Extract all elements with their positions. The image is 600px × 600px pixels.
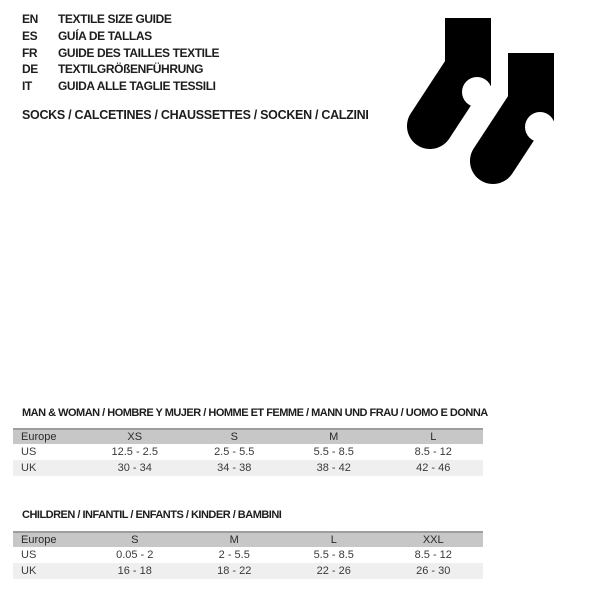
column-header-size: M — [185, 532, 285, 547]
table-row-uk — [13, 563, 483, 579]
size-value: 12.5 - 2.5 — [111, 446, 158, 458]
sock-heel-cutout — [525, 112, 555, 142]
language-row — [22, 28, 219, 45]
row-label: UK — [21, 462, 37, 474]
language-row — [22, 78, 219, 95]
column-header-size: L — [284, 532, 384, 547]
language-label: GUIDE DES TAILLES TEXTILE — [58, 45, 220, 60]
language-list — [22, 11, 219, 95]
language-code: DE — [22, 62, 38, 77]
column-header-size: M — [284, 429, 384, 444]
size-value: 18 - 22 — [217, 565, 252, 577]
size-value: 16 - 18 — [117, 565, 152, 577]
column-header-region: Europe — [13, 429, 85, 444]
size-value: 8.5 - 12 — [414, 446, 452, 458]
size-value: 5.5 - 8.5 — [313, 446, 354, 458]
row-label: UK — [21, 565, 37, 577]
language-code: EN — [22, 12, 38, 26]
size-value: 8.5 - 12 — [414, 549, 452, 561]
size-value: 34 - 38 — [217, 462, 252, 474]
size-value: 5.5 - 8.5 — [313, 549, 354, 561]
table-header-row — [13, 429, 483, 444]
language-row — [22, 45, 219, 62]
children-table-title: CHILDREN / INFANTIL / ENFANTS / KINDER / BAMBINI — [22, 509, 282, 521]
children-size-table — [13, 531, 483, 579]
category-heading: SOCKS / CALCETINES / CHAUSSETTES / SOCKEN / CALZINI — [22, 108, 369, 122]
sock-heel-cutout — [462, 77, 492, 107]
socks-icon — [398, 8, 568, 193]
column-header-size: XS — [85, 429, 185, 444]
size-value: 38 - 42 — [316, 462, 351, 474]
table-row-us — [13, 444, 483, 460]
language-code: IT — [22, 79, 32, 94]
column-header-size: L — [384, 429, 484, 444]
size-value: 0.05 - 2 — [116, 549, 154, 561]
size-value: 2.5 - 5.5 — [214, 446, 255, 458]
language-label: GUÍA DE TALLAS — [58, 28, 152, 43]
column-header-size: S — [85, 532, 185, 547]
language-label: TEXTILE SIZE GUIDE — [58, 12, 172, 26]
size-value: 22 - 26 — [316, 565, 351, 577]
language-label: GUIDA ALLE TAGLIE TESSILI — [58, 79, 216, 94]
sock-front-shape — [493, 53, 555, 161]
column-header-size: S — [185, 429, 285, 444]
table-row-us — [13, 547, 483, 563]
size-value: 42 - 46 — [416, 462, 451, 474]
language-code: FR — [22, 45, 38, 60]
table-header-row — [13, 532, 483, 547]
size-value: 26 - 30 — [416, 565, 451, 577]
row-label: US — [21, 446, 37, 458]
column-header-size: XXL — [384, 532, 484, 547]
sock-back-shape — [430, 18, 492, 126]
adults-size-table — [13, 428, 483, 476]
size-value: 2 - 5.5 — [218, 549, 250, 561]
adults-table-title: MAN & WOMAN / HOMBRE Y MUJER / HOMME ET FEMME / MANN UND FRAU / UOMO E DONNA — [22, 407, 488, 419]
language-code: ES — [22, 28, 38, 43]
size-value: 30 - 34 — [117, 462, 152, 474]
language-row — [22, 61, 219, 78]
table-row-uk — [13, 460, 483, 476]
row-label: US — [21, 549, 37, 561]
column-header-region: Europe — [13, 532, 85, 547]
language-row — [22, 11, 219, 28]
language-label: TEXTILGRÖßENFÜHRUNG — [58, 62, 204, 77]
